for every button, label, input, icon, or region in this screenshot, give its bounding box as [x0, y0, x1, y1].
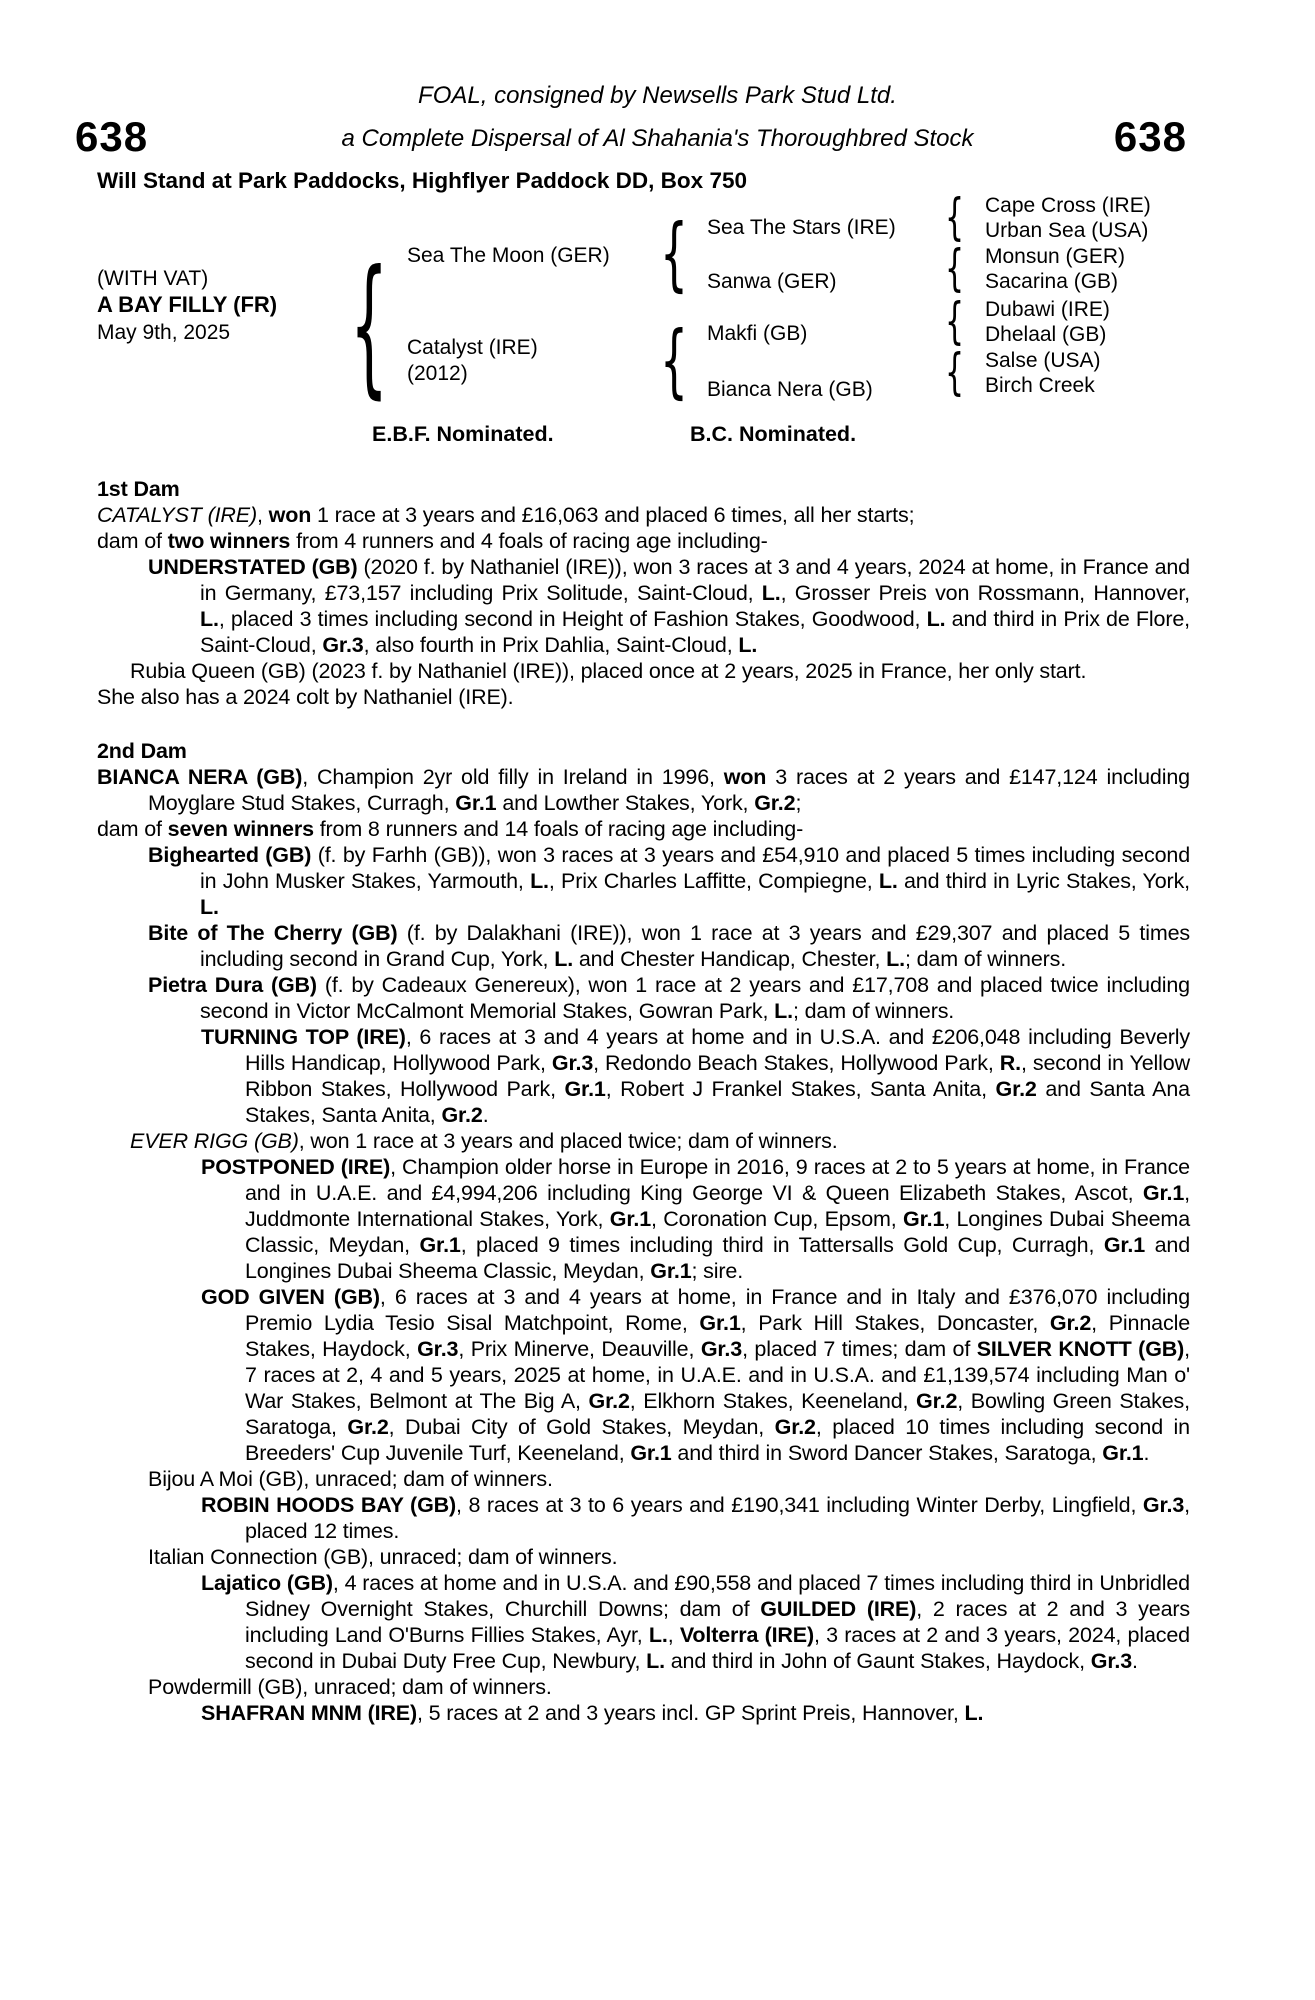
- horse-entry-paragraph: Rubia Queen (GB) (2023 f. by Nathaniel (IRE)), placed once at 2 years, 2025 in France, her only start.: [130, 659, 1087, 683]
- ebf-nominated-note: E.B.F. Nominated.: [372, 422, 554, 446]
- grandsire-name: Makfi (GB): [707, 322, 808, 345]
- horse-entry-paragraph: UNDERSTATED (GB) (2020 f. by Nathaniel (IRE)), won 3 races at 3 and 4 years, 2024 at home, in France and in Germany, £73,157 including Prix Solitude, Saint-Cloud, L., Grosser Preis von Rossmann, Hannover, L., placed 3 times including second in Height of Fashion Stakes, Goodwood, L. and third in Prix de Flore, Saint-Cloud, Gr.3, also fourth in Prix Dahlia, Saint-Cloud, L.: [148, 555, 1196, 657]
- pedigree-brace: {: [660, 314, 688, 407]
- second-dam-section: [97, 738, 1196, 1726]
- gen3-name: Dhelaal (GB): [985, 323, 1107, 346]
- dam-name: Catalyst (IRE): [407, 336, 538, 359]
- gen3-name: Sacarina (GB): [985, 270, 1119, 293]
- horse-entry-paragraph: Bite of The Cherry (GB) (f. by Dalakhani (IRE)), won 1 race at 3 years and £29,307 and placed 5 times including second in Grand Cup, York, L. and Chester Handicap, Chester, L.; dam of winners.: [148, 921, 1196, 971]
- consignor-line: FOAL, consigned by Newsells Park Stud Ltd.: [418, 82, 897, 109]
- vat-note: (WITH VAT): [97, 267, 209, 290]
- dam-section-heading: 2nd Dam: [97, 739, 187, 763]
- lot-number-right: 638: [1113, 113, 1187, 160]
- dam-year: (2012): [407, 362, 468, 385]
- horse-entry-paragraph: EVER RIGG (GB), won 1 race at 3 years and placed twice; dam of winners.: [130, 1129, 838, 1153]
- gen3-name: Urban Sea (USA): [985, 219, 1149, 242]
- gen3-name: Salse (USA): [985, 349, 1101, 372]
- horse-entry-paragraph: GOD GIVEN (GB), 6 races at 3 and 4 years at home, in France and in Italy and £376,070 including Premio Lydia Tesio Sisal Matchpoint, Rome, Gr.1, Park Hill Stakes, Doncaster, Gr.2, Pinnacle Stakes, Haydock, Gr.3, Prix Minerve, Deauville, Gr.3, placed 7 times; dam of SILVER KNOTT (GB), 7 races at 2, 4 and 5 years, 2025 at home, in U.A.E. and in U.S.A. and £1,139,574 including Man o' War Stakes, Belmont at The Big A, Gr.2, Elkhorn Stakes, Keeneland, Gr.2, Bowling Green Stakes, Saratoga, Gr.2, Dubai City of Gold Stakes, Meydan, Gr.2, placed 10 times including second in Breeders' Cup Juvenile Turf, Keeneland, Gr.1 and third in Sword Dancer Stakes, Saratoga, Gr.1.: [201, 1285, 1196, 1465]
- dispersal-line: a Complete Dispersal of Al Shahania's Thoroughbred Stock: [341, 125, 974, 152]
- first-dam-section: [97, 476, 1196, 710]
- gen3-name: Dubawi (IRE): [985, 298, 1110, 321]
- horse-entry-paragraph: dam of seven winners from 8 runners and 14 foals of racing age including-: [97, 817, 804, 841]
- horse-entry-paragraph: TURNING TOP (IRE), 6 races at 3 and 4 years at home and in U.S.A. and £206,048 including Beverly Hills Handicap, Hollywood Park, Gr.3, Redondo Beach Stakes, Hollywood Park, R., second in Yellow Ribbon Stakes, Hollywood Park, Gr.1, Robert J Frankel Stakes, Santa Anita, Gr.2 and Santa Ana Stakes, Santa Anita, Gr.2.: [201, 1025, 1196, 1127]
- granddam-name: Sanwa (GER): [707, 270, 837, 293]
- catalogue-body: [97, 476, 1196, 1726]
- horse-entry-paragraph: Powdermill (GB), unraced; dam of winners.: [148, 1675, 552, 1699]
- pedigree-brace: {: [945, 342, 965, 401]
- sire-name: Sea The Moon (GER): [407, 244, 610, 267]
- horse-entry-paragraph: Italian Connection (GB), unraced; dam of winners.: [148, 1545, 618, 1569]
- first-dam-paragraphs: [97, 502, 1196, 710]
- pedigree-brace: {: [945, 291, 965, 350]
- gen3-name: Birch Creek: [985, 374, 1095, 397]
- pedigree-brace: {: [945, 238, 965, 297]
- horse-entry-paragraph: POSTPONED (IRE), Champion older horse in Europe in 2016, 9 races at 2 to 5 years at home, in France and in U.A.E. and £4,994,206 including King George VI & Queen Elizabeth Stakes, Ascot, Gr.1, Juddmonte International Stakes, York, Gr.1, Coronation Cup, Epsom, Gr.1, Longines Dubai Sheema Classic, Meydan, Gr.1, placed 9 times including third in Tattersalls Gold Cup, Curragh, Gr.1 and Longines Dubai Sheema Classic, Meydan, Gr.1; sire.: [201, 1155, 1196, 1283]
- lot-number-left: 638: [75, 113, 149, 160]
- gen3-name: Cape Cross (IRE): [985, 194, 1151, 217]
- horse-entry-paragraph: CATALYST (IRE), won 1 race at 3 years and £16,063 and placed 6 times, all her starts;: [97, 503, 915, 527]
- granddam-name: Bianca Nera (GB): [707, 378, 873, 401]
- horse-entry-paragraph: Bighearted (GB) (f. by Farhh (GB)), won 3 races at 3 years and £54,910 and placed 5 times including second in John Musker Stakes, Yarmouth, L., Prix Charles Laffitte, Compiegne, L. and third in Lyric Stakes, York, L.: [148, 843, 1196, 919]
- horse-entry-paragraph: ROBIN HOODS BAY (GB), 8 races at 3 to 6 years and £190,341 including Winter Derby, Lingfield, Gr.3, placed 12 times.: [201, 1493, 1196, 1543]
- foal-date: May 9th, 2025: [97, 321, 231, 344]
- foal-name: A BAY FILLY (FR): [97, 292, 278, 317]
- horse-entry-paragraph: BIANCA NERA (GB), Champion 2yr old filly in Ireland in 1996, won 3 races at 2 years and £147,124 including Moyglare Stud Stakes, Curragh, Gr.1 and Lowther Stakes, York, Gr.2;: [97, 765, 1196, 815]
- gen3-name: Monsun (GER): [985, 245, 1126, 268]
- pedigree-brace: {: [350, 238, 389, 413]
- horse-entry-paragraph: dam of two winners from 4 runners and 4 foals of racing age including-: [97, 529, 768, 553]
- horse-entry-paragraph: Bijou A Moi (GB), unraced; dam of winners.: [148, 1467, 553, 1491]
- pedigree-brace: {: [660, 207, 688, 300]
- horse-entry-paragraph: Pietra Dura (GB) (f. by Cadeaux Genereux), won 1 race at 2 years and £17,708 and placed twice including second in Victor McCalmont Memorial Stakes, Gowran Park, L.; dam of winners.: [148, 973, 1196, 1023]
- stand-location-line: Will Stand at Park Paddocks, Highflyer Paddock DD, Box 750: [97, 168, 747, 193]
- horse-entry-paragraph: She also has a 2024 colt by Nathaniel (IRE).: [97, 685, 514, 709]
- second-dam-paragraphs: [97, 764, 1196, 1726]
- bc-nominated-note: B.C. Nominated.: [690, 422, 857, 446]
- horse-entry-paragraph: SHAFRAN MNM (IRE), 5 races at 2 and 3 years incl. GP Sprint Preis, Hannover, L.: [201, 1701, 984, 1725]
- horse-entry-paragraph: Lajatico (GB), 4 races at home and in U.S.A. and £90,558 and placed 7 times including third in Unbridled Sidney Overnight Stakes, Churchill Downs; dam of GUILDED (IRE), 2 races at 2 and 3 years including Land O'Burns Fillies Stakes, Ayr, L., Volterra (IRE), 3 races at 2 and 3 years, 2024, placed second in Dubai Duty Free Cup, Newbury, L. and third in John of Gaunt Stakes, Haydock, Gr.3.: [201, 1571, 1196, 1673]
- pedigree-brace: {: [945, 187, 965, 246]
- dam-section-heading: 1st Dam: [97, 477, 180, 501]
- grandsire-name: Sea The Stars (IRE): [707, 216, 896, 239]
